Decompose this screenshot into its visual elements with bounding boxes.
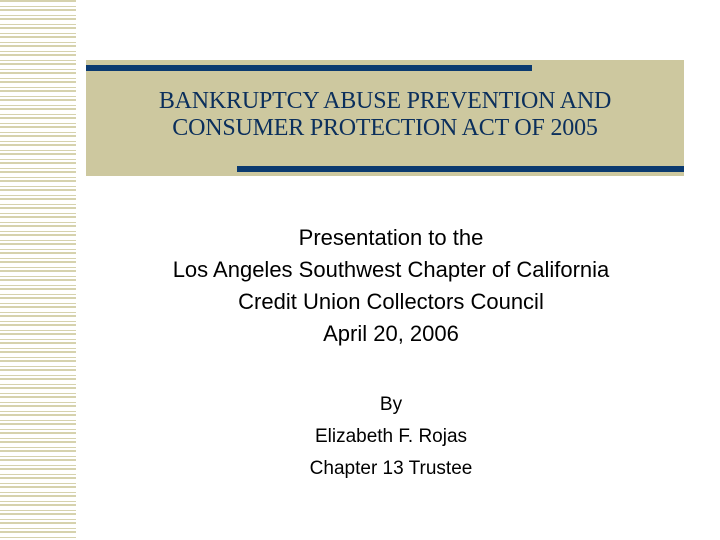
slide-title	[86, 88, 684, 142]
presentation-details	[86, 222, 696, 350]
byline-author: Elizabeth F. Rojas	[314, 426, 468, 447]
presentation-line-2: Los Angeles Southwest Chapter of California	[172, 257, 610, 282]
byline-role: Chapter 13 Trustee	[309, 458, 473, 479]
presentation-line-1: Presentation to the	[298, 225, 484, 250]
byline-by: By	[379, 394, 403, 415]
title-line-2: CONSUMER PROTECTION ACT OF 2005	[172, 115, 598, 141]
decorative-stripes	[0, 0, 76, 540]
presentation-line-3: Credit Union Collectors Council	[238, 289, 544, 314]
presentation-line-4: April 20, 2006	[323, 321, 459, 346]
byline	[86, 389, 696, 485]
title-rule-top	[86, 65, 532, 71]
title-line-1: BANKRUPTCY ABUSE PREVENTION AND	[158, 88, 612, 114]
title-rule-bottom	[237, 166, 684, 172]
